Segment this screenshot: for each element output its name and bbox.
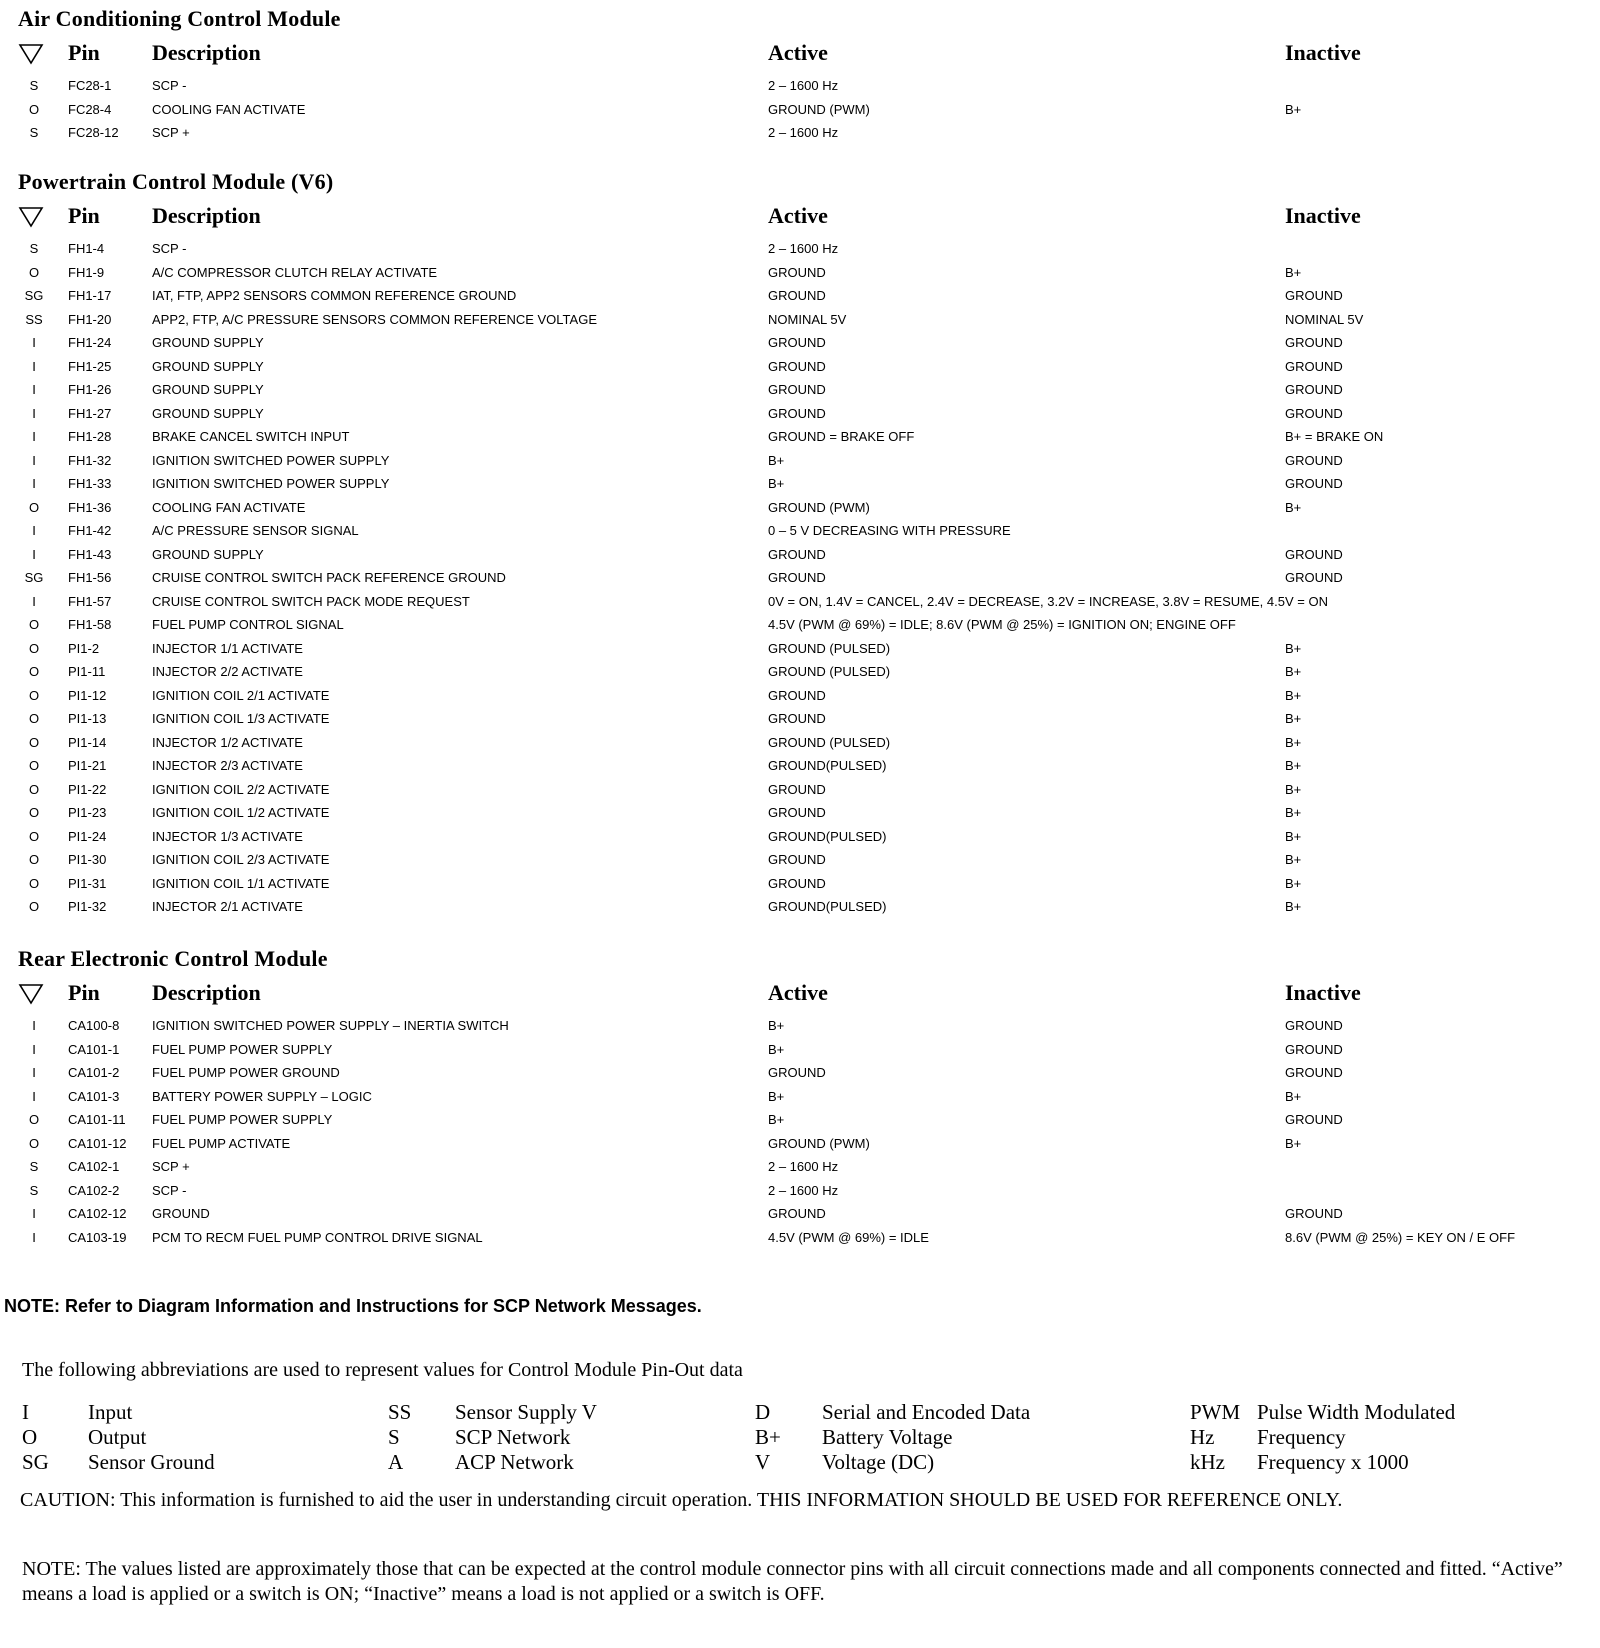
triangle-icon — [18, 43, 44, 65]
caution-note: CAUTION: This information is furnished to aid the user in understanding circuit operation. THIS INFORMATION SHOULD BE USED FOR REFERENCE ONLY. — [20, 1489, 1343, 1511]
cell-description: FUEL PUMP CONTROL SIGNAL — [152, 617, 344, 632]
cell-description: SCP - — [152, 241, 187, 256]
cell-type: O — [28, 1135, 40, 1151]
table-row — [0, 523, 1600, 547]
cell-description: INJECTOR 2/2 ACTIVATE — [152, 664, 303, 679]
cell-pin: FH1-25 — [68, 358, 112, 374]
cell-inactive: GROUND — [1285, 1112, 1343, 1127]
cell-pin: PI1-22 — [68, 781, 107, 797]
cell-pin: CA102-2 — [68, 1182, 120, 1198]
cell-inactive: B+ — [1285, 1135, 1302, 1151]
cell-type: O — [28, 734, 40, 750]
abbreviation-meaning: Voltage (DC) — [822, 1450, 935, 1474]
cell-active: B+ — [768, 1112, 785, 1127]
cell-inactive: GROUND — [1285, 1041, 1343, 1057]
cell-pin: PI1-24 — [68, 828, 107, 844]
cell-active: GROUND (PWM) — [768, 1135, 870, 1151]
table-row — [0, 876, 1600, 900]
abbreviation-code: S — [388, 1425, 400, 1449]
table-row — [0, 453, 1600, 477]
cell-description: INJECTOR 1/3 ACTIVATE — [152, 828, 303, 844]
header-description: Description — [152, 980, 261, 1005]
cell-type: O — [28, 101, 40, 117]
cell-type: O — [28, 711, 40, 726]
table-row — [0, 1112, 1600, 1136]
cell-active: GROUND(PULSED) — [768, 828, 887, 844]
cell-description: A/C PRESSURE SENSOR SIGNAL — [152, 523, 359, 538]
cell-inactive: 8.6V (PWM @ 25%) = KEY ON / E OFF — [1285, 1229, 1516, 1245]
cell-active: 0 – 5 V DECREASING WITH PRESSURE — [768, 523, 1011, 538]
header-pin: Pin — [68, 40, 100, 65]
cell-active: GROUND (PULSED) — [768, 734, 891, 750]
cell-active: GROUND (PWM) — [768, 499, 870, 515]
cell-pin: CA101-11 — [68, 1112, 126, 1127]
cell-description: PCM TO RECM FUEL PUMP CONTROL DRIVE SIGNAL — [152, 1229, 483, 1245]
cell-active: GROUND(PULSED) — [768, 899, 887, 914]
header-description: Description — [152, 203, 261, 228]
cell-active: GROUND — [768, 335, 826, 350]
cell-type: O — [28, 781, 40, 797]
cell-pin: CA101-2 — [68, 1065, 120, 1080]
cell-description: GROUND SUPPLY — [152, 358, 264, 374]
cell-description: INJECTOR 1/2 ACTIVATE — [152, 734, 303, 750]
cell-inactive: B+ — [1285, 687, 1302, 703]
abbreviation-meaning: Frequency x 1000 — [1257, 1450, 1409, 1474]
abbreviation-meaning: Sensor Supply V — [455, 1400, 597, 1424]
abbreviation-code: kHz — [1190, 1450, 1225, 1474]
cell-inactive: GROUND — [1285, 452, 1343, 468]
cell-active: GROUND — [768, 852, 826, 867]
cell-description: SCP - — [152, 1182, 187, 1198]
cell-active: GROUND — [768, 711, 826, 726]
table-row — [0, 125, 1600, 149]
cell-inactive: B+ — [1285, 852, 1302, 867]
cell-active: 4.5V (PWM @ 69%) = IDLE; 8.6V (PWM @ 25%) = IGNITION ON; ENGINE OFF — [768, 617, 1236, 632]
cell-pin: PI1-2 — [68, 640, 100, 656]
cell-type: SG — [24, 570, 44, 585]
cell-active: B+ — [768, 452, 785, 468]
cell-inactive: GROUND — [1285, 570, 1343, 585]
cell-inactive: GROUND — [1285, 335, 1343, 350]
cell-inactive: GROUND — [1285, 382, 1343, 397]
abbreviation-meaning: Frequency — [1257, 1425, 1346, 1449]
cell-pin: PI1-13 — [68, 711, 107, 726]
cell-inactive: B+ — [1285, 264, 1302, 280]
abbreviation-code: V — [755, 1450, 771, 1474]
cell-active: NOMINAL 5V — [768, 311, 847, 327]
abbreviations-intro: The following abbreviations are used to represent values for Control Module Pin-Out data — [22, 1359, 743, 1381]
cell-type: S — [29, 241, 39, 256]
cell-active: B+ — [768, 476, 785, 491]
cell-description: A/C COMPRESSOR CLUTCH RELAY ACTIVATE — [152, 264, 438, 280]
cell-pin: FH1-4 — [68, 241, 105, 256]
cell-active: 4.5V (PWM @ 69%) = IDLE — [768, 1229, 929, 1245]
cell-type: I — [32, 476, 36, 491]
cell-pin: FH1-57 — [68, 593, 112, 609]
table-row — [0, 312, 1600, 336]
cell-pin: PI1-32 — [68, 899, 107, 914]
cell-description: IGNITION COIL 1/2 ACTIVATE — [152, 805, 330, 820]
abbreviation-meaning: SCP Network — [455, 1425, 571, 1449]
abbreviation-meaning: Battery Voltage — [822, 1425, 953, 1449]
table-row — [0, 359, 1600, 383]
cell-type: S — [29, 125, 39, 140]
abbreviation-code: D — [755, 1400, 771, 1424]
header-active: Active — [768, 203, 828, 228]
cell-inactive: B+ — [1285, 781, 1302, 797]
table-row — [0, 899, 1600, 923]
abbreviation-code: SS — [388, 1400, 412, 1424]
cell-type: O — [28, 1112, 40, 1127]
abbreviation-meaning: Serial and Encoded Data — [822, 1400, 1031, 1424]
header-active: Active — [768, 980, 828, 1005]
cell-active: GROUND (PULSED) — [768, 664, 891, 679]
cell-active: 0V = ON, 1.4V = CANCEL, 2.4V = DECREASE, 3.2V = INCREASE, 3.8V = RESUME, 4.5V = ON — [768, 593, 1328, 609]
abbreviation-meaning: ACP Network — [455, 1450, 574, 1474]
cell-pin: FH1-32 — [68, 452, 112, 468]
header-active: Active — [768, 40, 828, 65]
cell-active: 2 – 1600 Hz — [768, 1159, 839, 1174]
header-inactive: Inactive — [1285, 40, 1361, 65]
cell-pin: FH1-24 — [68, 335, 112, 350]
cell-active: B+ — [768, 1041, 785, 1057]
table-row — [0, 241, 1600, 265]
cell-active: GROUND — [768, 570, 826, 585]
cell-pin: PI1-21 — [68, 758, 107, 773]
table-row — [0, 78, 1600, 102]
table-row — [0, 1206, 1600, 1230]
cell-type: O — [28, 687, 40, 703]
cell-active: 2 – 1600 Hz — [768, 125, 839, 140]
table-row — [0, 782, 1600, 806]
header-inactive: Inactive — [1285, 980, 1361, 1005]
table-row — [0, 758, 1600, 782]
cell-inactive: B+ — [1285, 734, 1302, 750]
cell-pin: FH1-17 — [68, 288, 112, 303]
cell-description: IGNITION COIL 1/3 ACTIVATE — [152, 711, 330, 726]
cell-description: GROUND SUPPLY — [152, 382, 264, 397]
cell-type: I — [32, 452, 36, 468]
table-row — [0, 1089, 1600, 1113]
cell-description: CRUISE CONTROL SWITCH PACK REFERENCE GROUND — [152, 570, 506, 585]
cell-type: O — [28, 499, 40, 515]
cell-inactive: B+ — [1285, 711, 1302, 726]
cell-description: FUEL PUMP POWER SUPPLY — [152, 1041, 333, 1057]
column-header-row — [0, 980, 1600, 1010]
cell-type: O — [28, 899, 40, 914]
table-row — [0, 735, 1600, 759]
cell-type: S — [29, 78, 39, 93]
abbreviation-code: PWM — [1190, 1400, 1241, 1424]
cell-active: GROUND — [768, 687, 826, 703]
cell-type: O — [28, 264, 40, 280]
table-row — [0, 1065, 1600, 1089]
cell-pin: FC28-4 — [68, 101, 112, 117]
table-row — [0, 288, 1600, 312]
cell-inactive: GROUND — [1285, 546, 1343, 562]
cell-pin: FH1-26 — [68, 382, 112, 397]
table-row — [0, 1230, 1600, 1254]
table-row — [0, 429, 1600, 453]
cell-type: O — [28, 640, 40, 656]
cell-pin: FH1-33 — [68, 476, 112, 491]
cell-description: IGNITION COIL 2/1 ACTIVATE — [152, 687, 330, 703]
cell-description: IGNITION COIL 2/2 ACTIVATE — [152, 781, 330, 797]
cell-active: GROUND (PULSED) — [768, 640, 891, 656]
cell-type: I — [32, 1206, 36, 1221]
header-pin: Pin — [68, 980, 100, 1005]
section-title: Powertrain Control Module (V6) — [18, 169, 334, 194]
cell-active: 2 – 1600 Hz — [768, 1182, 839, 1198]
cell-active: GROUND — [768, 1065, 826, 1080]
cell-active: GROUND — [768, 875, 826, 891]
table-row — [0, 852, 1600, 876]
cell-inactive: B+ — [1285, 1088, 1302, 1104]
cell-description: IGNITION COIL 1/1 ACTIVATE — [152, 875, 330, 891]
cell-type: I — [32, 358, 36, 374]
cell-description: INJECTOR 2/1 ACTIVATE — [152, 899, 303, 914]
cell-type: I — [32, 546, 36, 562]
cell-pin: FH1-20 — [68, 311, 112, 327]
cell-type: I — [32, 1065, 36, 1080]
cell-pin: FH1-36 — [68, 499, 112, 515]
cell-pin: PI1-30 — [68, 852, 107, 867]
table-row — [0, 664, 1600, 688]
table-row — [0, 805, 1600, 829]
cell-type: O — [28, 617, 40, 632]
table-row — [0, 102, 1600, 126]
cell-pin: PI1-12 — [68, 687, 107, 703]
table-row — [0, 547, 1600, 571]
cell-type: S — [29, 1159, 39, 1174]
cell-description: IGNITION SWITCHED POWER SUPPLY – INERTIA SWITCH — [152, 1018, 509, 1033]
cell-active: GROUND — [768, 1206, 826, 1221]
cell-active: GROUND = BRAKE OFF — [768, 429, 915, 444]
cell-description: BRAKE CANCEL SWITCH INPUT — [152, 429, 350, 444]
cell-active: GROUND — [768, 405, 826, 421]
cell-pin: FH1-28 — [68, 429, 112, 444]
cell-pin: FH1-27 — [68, 405, 112, 421]
cell-type: I — [32, 523, 36, 538]
cell-active: GROUND — [768, 805, 826, 820]
cell-active: GROUND — [768, 546, 826, 562]
cell-pin: PI1-23 — [68, 805, 107, 820]
cell-description: SCP + — [152, 1159, 190, 1174]
cell-pin: FH1-58 — [68, 617, 112, 632]
cell-type: SS — [25, 311, 43, 327]
cell-inactive: GROUND — [1285, 405, 1343, 421]
cell-active: GROUND — [768, 288, 826, 303]
cell-pin: PI1-31 — [68, 875, 107, 891]
cell-inactive: GROUND — [1285, 476, 1343, 491]
table-row — [0, 1183, 1600, 1207]
cell-active: GROUND(PULSED) — [768, 758, 887, 773]
cell-active: B+ — [768, 1088, 785, 1104]
cell-inactive: B+ — [1285, 875, 1302, 891]
cell-description: INJECTOR 1/1 ACTIVATE — [152, 640, 303, 656]
abbreviation-code: Hz — [1190, 1425, 1215, 1449]
cell-type: I — [32, 382, 36, 397]
cell-inactive: NOMINAL 5V — [1285, 311, 1364, 327]
section-title: Rear Electronic Control Module — [18, 946, 328, 971]
scp-note: NOTE: Refer to Diagram Information and Instructions for SCP Network Messages. — [4, 1296, 702, 1316]
cell-pin: CA102-12 — [68, 1206, 127, 1221]
cell-type: I — [32, 1229, 36, 1245]
cell-description: IGNITION SWITCHED POWER SUPPLY — [152, 476, 390, 491]
cell-active: GROUND — [768, 264, 826, 280]
cell-description: GROUND SUPPLY — [152, 335, 264, 350]
cell-inactive: GROUND — [1285, 288, 1343, 303]
cell-active: GROUND — [768, 382, 826, 397]
cell-description: IGNITION SWITCHED POWER SUPPLY — [152, 452, 390, 468]
cell-type: I — [32, 593, 36, 609]
cell-inactive: B+ — [1285, 805, 1302, 820]
cell-pin: CA101-12 — [68, 1135, 127, 1151]
cell-inactive: B+ — [1285, 899, 1302, 914]
cell-inactive: GROUND — [1285, 1065, 1343, 1080]
table-row — [0, 265, 1600, 289]
cell-pin: FH1-9 — [68, 264, 105, 280]
cell-description: GROUND SUPPLY — [152, 546, 264, 562]
cell-description: SCP + — [152, 125, 190, 140]
table-row — [0, 1159, 1600, 1183]
table-row — [0, 688, 1600, 712]
table-row — [0, 1018, 1600, 1042]
table-row — [0, 382, 1600, 406]
cell-type: I — [32, 405, 36, 421]
column-header-row — [0, 203, 1600, 233]
values-note: NOTE: The values listed are approximately those that can be expected at the control module connector pins with all circuit connections made and all components connected and fitted. “Active” means a load is applied or a switch is ON; “Inactive” means a load is not applied or a switch is OFF. — [22, 1558, 1563, 1605]
table-row — [0, 500, 1600, 524]
cell-type: S — [29, 1182, 39, 1198]
header-description: Description — [152, 40, 261, 65]
triangle-icon — [18, 206, 44, 228]
cell-pin: CA103-19 — [68, 1229, 127, 1245]
cell-inactive: B+ — [1285, 499, 1302, 515]
abbreviation-meaning: Pulse Width Modulated — [1257, 1400, 1456, 1424]
cell-pin: FH1-42 — [68, 523, 112, 538]
cell-inactive: B+ — [1285, 640, 1302, 656]
cell-description: CRUISE CONTROL SWITCH PACK MODE REQUEST — [152, 593, 470, 609]
abbreviation-meaning: Output — [88, 1425, 147, 1449]
cell-description: COOLING FAN ACTIVATE — [152, 499, 306, 515]
table-row — [0, 406, 1600, 430]
table-row — [0, 711, 1600, 735]
cell-description: INJECTOR 2/3 ACTIVATE — [152, 758, 303, 773]
cell-type: O — [28, 805, 40, 820]
table-row — [0, 1042, 1600, 1066]
cell-pin: CA101-1 — [68, 1041, 120, 1057]
cell-description: SCP - — [152, 78, 187, 93]
cell-description: APP2, FTP, A/C PRESSURE SENSORS COMMON REFERENCE VOLTAGE — [152, 311, 597, 327]
cell-pin: FH1-43 — [68, 546, 112, 562]
cell-type: I — [32, 429, 36, 444]
cell-inactive: GROUND — [1285, 358, 1343, 374]
cell-description: GROUND — [152, 1206, 210, 1221]
cell-type: I — [32, 1018, 36, 1033]
cell-active: B+ — [768, 1018, 785, 1033]
triangle-icon — [18, 983, 44, 1005]
abbreviation-code: SG — [22, 1450, 49, 1474]
cell-description: GROUND SUPPLY — [152, 405, 264, 421]
cell-type: I — [32, 335, 36, 350]
cell-type: O — [28, 758, 40, 773]
cell-pin: PI1-11 — [68, 664, 106, 679]
abbreviation-code: I — [22, 1400, 29, 1424]
cell-description: FUEL PUMP POWER GROUND — [152, 1065, 340, 1080]
abbreviation-code: A — [388, 1450, 404, 1474]
cell-pin: FC28-12 — [68, 125, 119, 140]
cell-description: COOLING FAN ACTIVATE — [152, 101, 306, 117]
cell-inactive: B+ — [1285, 664, 1302, 679]
cell-description: FUEL PUMP POWER SUPPLY — [152, 1112, 333, 1127]
cell-description: BATTERY POWER SUPPLY – LOGIC — [152, 1088, 372, 1104]
cell-type: SG — [24, 288, 44, 303]
table-row — [0, 476, 1600, 500]
column-header-row — [0, 40, 1600, 70]
cell-active: GROUND — [768, 358, 826, 374]
cell-inactive: B+ — [1285, 101, 1302, 117]
abbreviation-code: O — [22, 1425, 38, 1449]
table-row — [0, 594, 1600, 618]
cell-inactive: GROUND — [1285, 1018, 1343, 1033]
cell-type: I — [32, 1041, 36, 1057]
cell-description: FUEL PUMP ACTIVATE — [152, 1135, 291, 1151]
cell-inactive: GROUND — [1285, 1206, 1343, 1221]
table-row — [0, 617, 1600, 641]
cell-pin: CA101-3 — [68, 1088, 120, 1104]
cell-pin: FC28-1 — [68, 78, 112, 93]
cell-type: O — [28, 828, 40, 844]
cell-pin: PI1-14 — [68, 734, 107, 750]
abbreviation-meaning: Input — [88, 1400, 133, 1424]
cell-pin: FH1-56 — [68, 570, 112, 585]
cell-type: O — [28, 852, 40, 867]
cell-description: IGNITION COIL 2/3 ACTIVATE — [152, 852, 330, 867]
cell-type: O — [28, 875, 40, 891]
table-row — [0, 829, 1600, 853]
cell-active: GROUND — [768, 781, 826, 797]
cell-type: O — [28, 664, 40, 679]
table-row — [0, 570, 1600, 594]
table-row — [0, 335, 1600, 359]
table-row — [0, 641, 1600, 665]
cell-description: IAT, FTP, APP2 SENSORS COMMON REFERENCE GROUND — [152, 288, 517, 303]
cell-pin: CA102-1 — [68, 1159, 120, 1174]
header-inactive: Inactive — [1285, 203, 1361, 228]
header-pin: Pin — [68, 203, 100, 228]
abbreviation-code: B+ — [755, 1425, 781, 1449]
table-row — [0, 1136, 1600, 1160]
abbreviation-meaning: Sensor Ground — [88, 1450, 215, 1474]
section-title: Air Conditioning Control Module — [18, 6, 341, 31]
cell-inactive: B+ — [1285, 828, 1302, 844]
cell-inactive: B+ — [1285, 758, 1302, 773]
cell-active: GROUND (PWM) — [768, 101, 870, 117]
cell-pin: CA100-8 — [68, 1018, 120, 1033]
cell-active: 2 – 1600 Hz — [768, 78, 839, 93]
cell-inactive: B+ = BRAKE ON — [1285, 429, 1384, 444]
cell-active: 2 – 1600 Hz — [768, 241, 839, 256]
cell-type: I — [32, 1088, 36, 1104]
